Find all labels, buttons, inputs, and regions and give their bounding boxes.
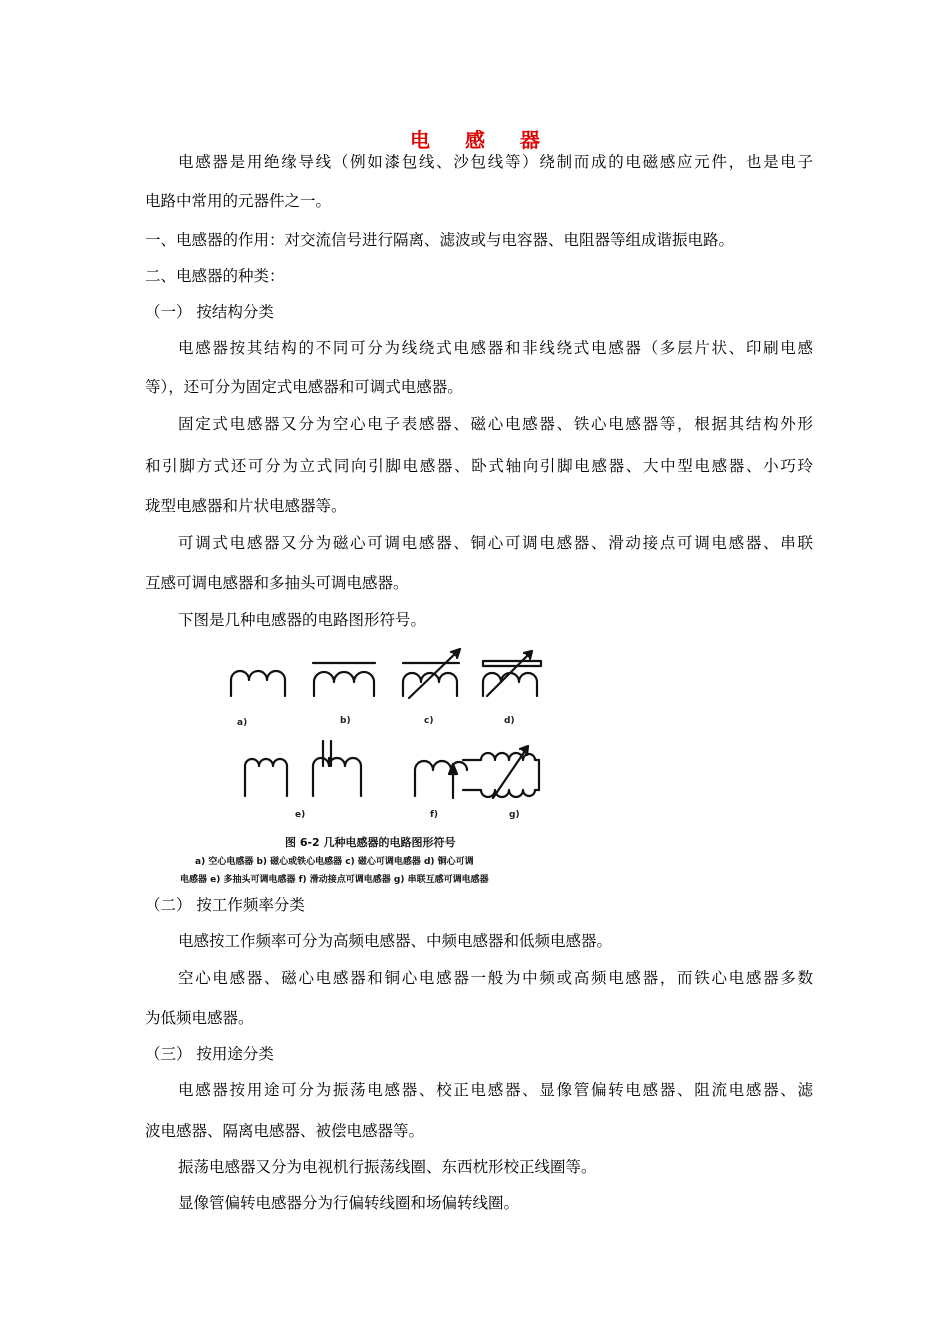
subsection-by-structure: （一） 按结构分类 <box>145 303 274 321</box>
paragraph-adjustable-line-1: 可调式电感器又分为磁心可调电感器、铜心可调电感器、滑动接点可调电感器、串联 <box>178 534 813 552</box>
symbol-e-coil <box>245 759 287 796</box>
inductor-symbols-figure <box>175 648 595 888</box>
symbol-d-core <box>483 661 541 666</box>
figure-legend-line-2: 电感器 e) 多抽头可调电感器 f) 滑动接点可调电感器 g) 串联互感可调电感器 <box>180 875 489 885</box>
label-c: c) <box>424 716 434 726</box>
symbol-a-coil <box>231 671 285 696</box>
paragraph-usage-line-2: 波电感器、隔离电感器、被偿电感器等。 <box>145 1122 425 1140</box>
page-title: 电 感 器 <box>410 128 554 152</box>
paragraph-intro-line-2: 电路中常用的元器件之一。 <box>145 192 332 210</box>
paragraph-fixed-line-2: 和引脚方式还可分为立式同向引脚电感器、卧式轴向引脚电感器、大中型电感器、小巧玲 <box>145 457 813 475</box>
paragraph-structure-line-1: 电感器按其结构的不同可分为线绕式电感器和非线绕式电感器（多层片状、印刷电感 <box>178 339 813 357</box>
paragraph-usage-line-1: 电感器按用途可分为振荡电感器、校正电感器、显像管偏转电感器、阻流电感器、滤 <box>178 1081 813 1099</box>
label-g: g) <box>509 810 520 820</box>
symbol-e2-coil <box>313 758 361 796</box>
symbol-f-coil <box>415 761 467 796</box>
paragraph-fixed-line-3: 珑型电感器和片状电感器等。 <box>145 497 347 515</box>
paragraph-intro-line-1: 电感器是用绝缘导线（例如漆包线、沙包线等）绕制而成的电磁感应元件，也是电子 <box>178 153 813 171</box>
paragraph-deflection: 显像管偏转电感器分为行偏转线圈和场偏转线圈。 <box>178 1194 520 1212</box>
label-a: a) <box>237 718 248 728</box>
subsection-by-usage: （三） 按用途分类 <box>145 1045 274 1063</box>
figure-legend-line-1: a) 空心电感器 b) 磁心或铁心电感器 c) 磁心可调电感器 d) 铜心可调 <box>195 857 474 867</box>
symbol-b-coil <box>314 672 374 696</box>
label-d: d) <box>504 716 515 726</box>
subsection-by-frequency: （二） 按工作频率分类 <box>145 896 305 914</box>
inductor-symbols-drawing <box>175 648 595 888</box>
section-function: 一、电感器的作用：对交流信号进行隔离、滤波或与电容器、电阻器等组成谐振电路。 <box>145 231 735 249</box>
figure-caption: 图 6-2 几种电感器的电路图形符号 <box>285 836 456 849</box>
label-e: e) <box>295 810 306 820</box>
paragraph-frequency-detail-line-2: 为低频电感器。 <box>145 1009 254 1027</box>
symbol-g-coil-top <box>463 753 539 776</box>
paragraph-oscillation: 振荡电感器又分为电视机行振荡线圈、东西枕形校正线圈等。 <box>178 1158 597 1176</box>
label-f: f) <box>430 810 439 820</box>
label-b: b) <box>340 716 351 726</box>
paragraph-frequency-detail-line-1: 空心电感器、磁心电感器和铜心电感器一般为中频或高频电感器，而铁心电感器多数 <box>178 969 813 987</box>
paragraph-structure-line-2: 等），还可分为固定式电感器和可调式电感器。 <box>145 378 463 396</box>
paragraph-figure-intro: 下图是几种电感器的电路图形符号。 <box>178 611 427 629</box>
section-types: 二、电感器的种类： <box>145 267 285 285</box>
paragraph-adjustable-line-2: 互感可调电感器和多抽头可调电感器。 <box>145 574 409 592</box>
paragraph-frequency: 电感按工作频率可分为高频电感器、中频电感器和低频电感器。 <box>178 932 613 950</box>
paragraph-fixed-line-1: 固定式电感器又分为空心电子表感器、磁心电感器、铁心电感器等，根据其结构外形 <box>178 415 813 433</box>
